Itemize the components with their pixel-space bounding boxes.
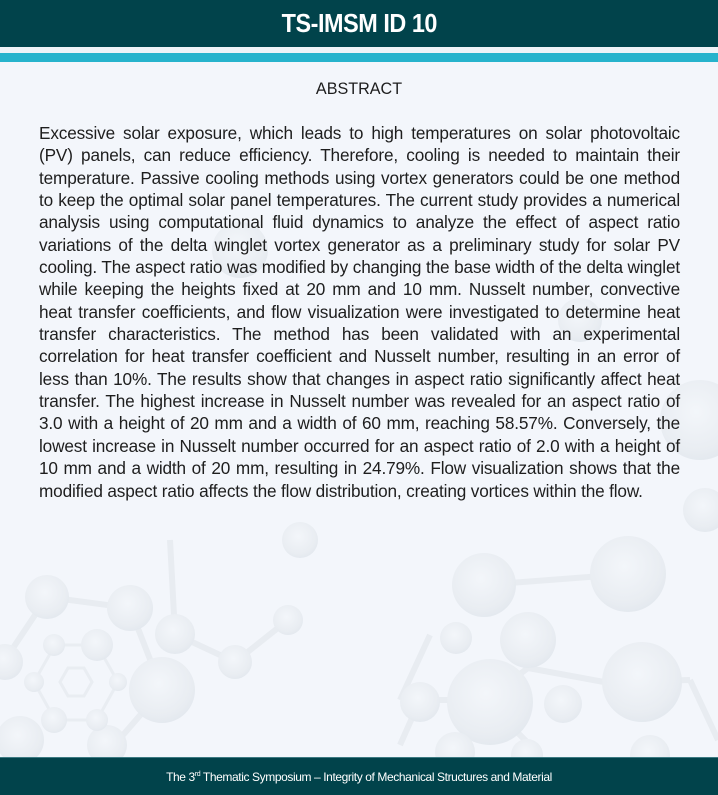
- abstract-text: Excessive solar exposure, which leads to high temperatures on solar photovoltaic (PV) panels, can reduce efficiency. Therefore, cooling is needed to maintain their temperature. Passive cooling methods using vortex generators could be one method to keep the optimal solar panel temperatures. The current study provides a numerical analysis using computational fluid dynamics to analyze the effect of aspect ratio variations of the delta winglet vortex generator as a preliminary study for solar PV cooling. The aspect ratio was modified by changing the base width of the delta winglet while keeping the heights fixed at 20 mm and 10 mm. Nusselt number, convective heat transfer coefficients, and flow visualization were investigated to determine heat transfer characteristics. The method has been validated with an experimental correlation for heat transfer coefficient and Nusselt number, resulting in an error of less than 10%. The results show that changes in aspect ratio significantly affect heat transfer. The highest increase in Nusselt number was revealed for an aspect ratio of 3.0 with a height of 20 mm and a width of 60 mm, reaching 58.57%. Conversely, the lowest increase in Nusselt number occurred for an aspect ratio of 2.0 with a height of 10 mm and a width of 20 mm, resulting in 24.79%. Flow visualization shows that the modified aspect ratio affects the flow distribution, creating vortices within the flow.: [39, 123, 680, 501]
- footer-suffix: Thematic Symposium – Integrity of Mechanical Structures and Material: [200, 769, 552, 784]
- header-bar: [0, 0, 718, 47]
- footer-ordinal: rd: [194, 770, 201, 778]
- footer-bar: [0, 757, 718, 795]
- footer-text: [166, 770, 552, 784]
- accent-band: [0, 53, 718, 62]
- section-heading: ABSTRACT: [315, 79, 403, 98]
- footer-prefix: The 3: [166, 769, 195, 784]
- page-title: TS-IMSM ID 10: [281, 8, 437, 38]
